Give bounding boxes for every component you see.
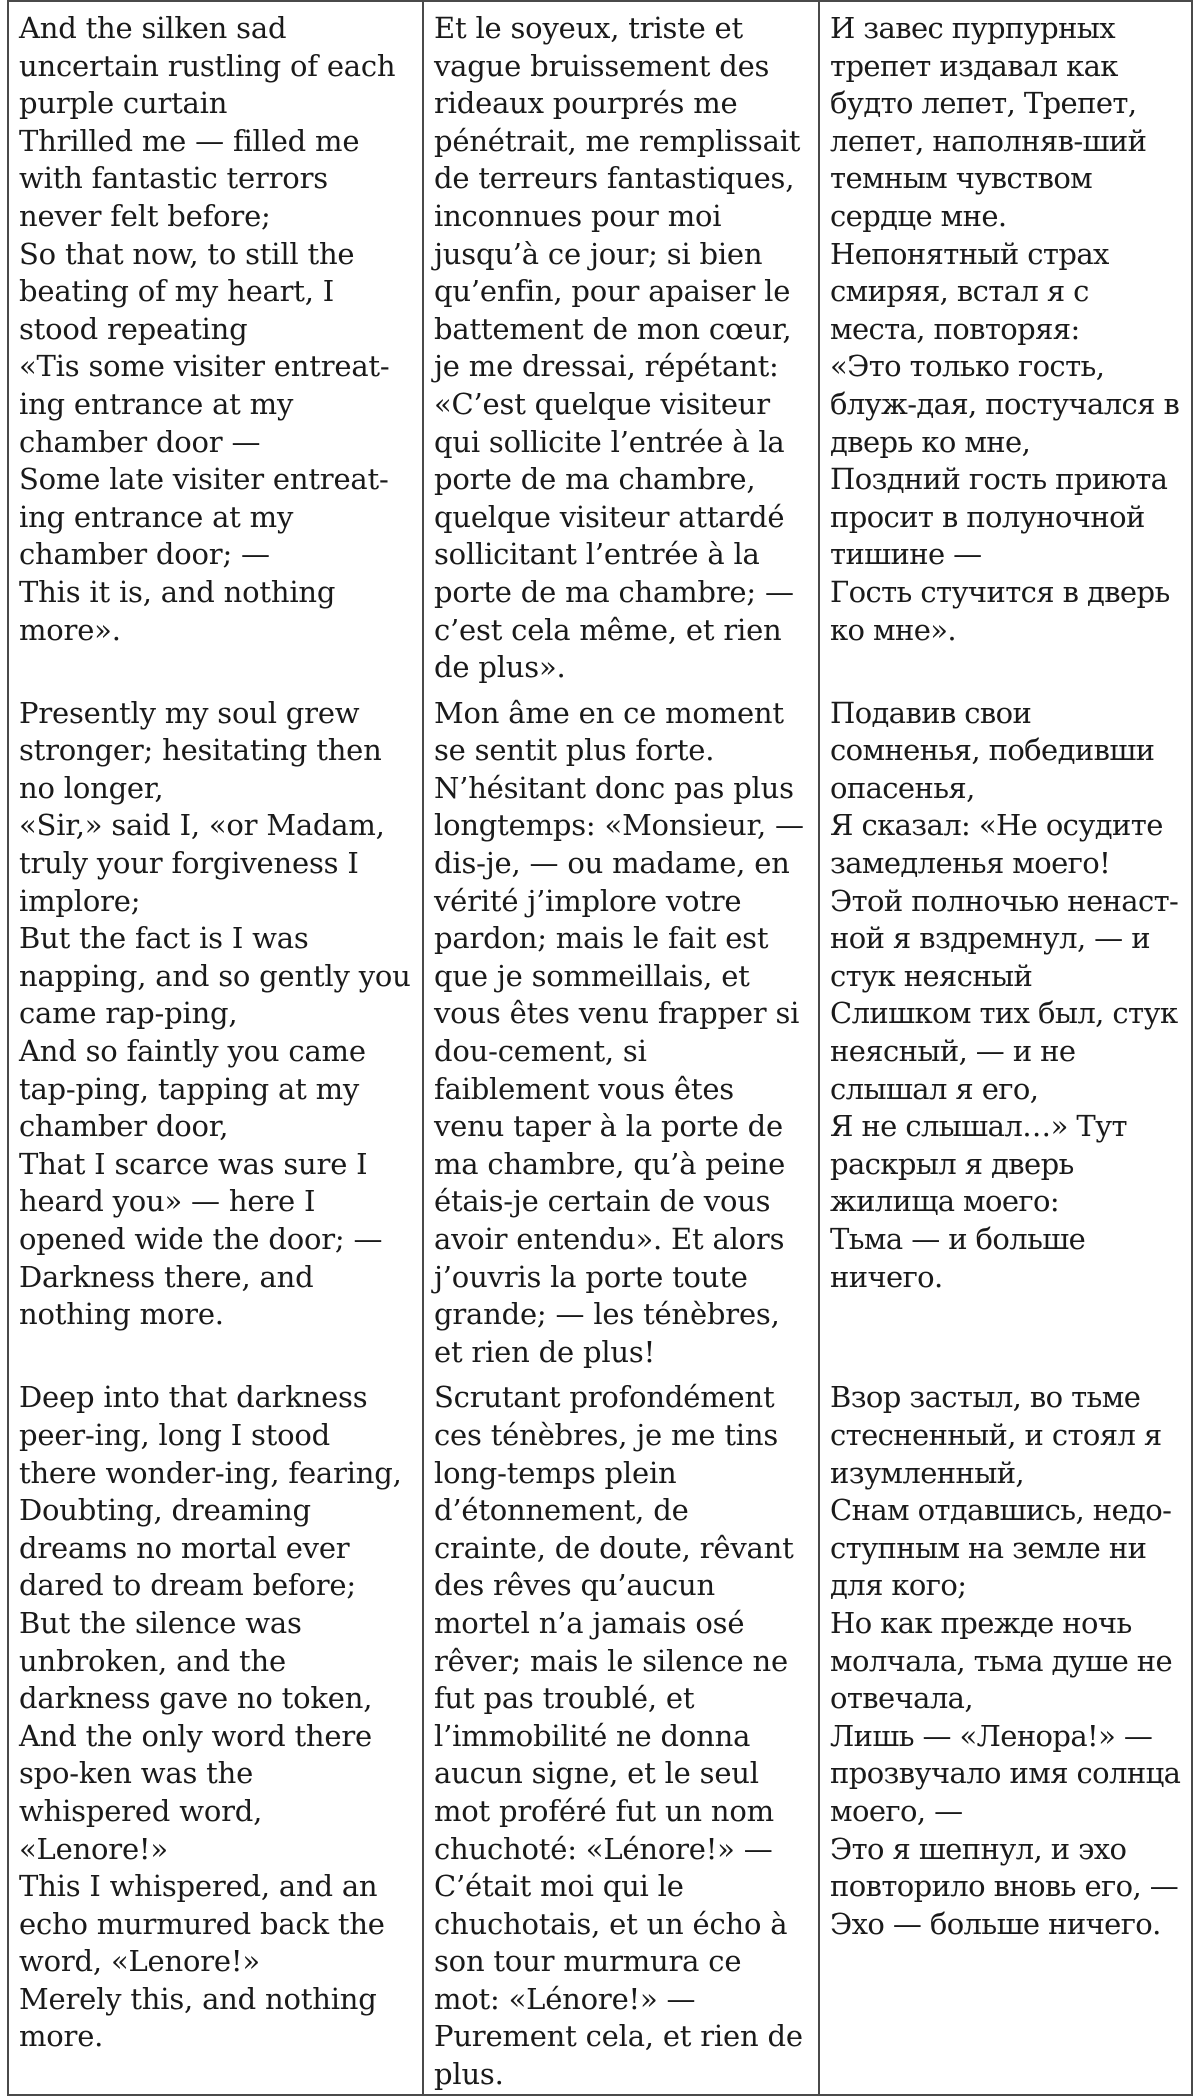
russian-stanza-cell <box>819 687 1192 1372</box>
english-line: Merely this, and nothing more. <box>19 1981 377 2054</box>
russian-line: Это я шепнул, и эхо повторило вновь его, — <box>830 1831 1179 1904</box>
parallel-text-page <box>7 0 1191 2092</box>
trilingual-poem-table <box>7 0 1193 2096</box>
english-stanza-cell <box>8 1 423 687</box>
russian-line: Я не слышал…» Тут раскрыл я дверь жилища моего: <box>830 1109 1127 1219</box>
russian-stanza-cell <box>819 1 1192 687</box>
russian-line: Поздний гость приюта просит в полуночной тишине — <box>830 462 1168 572</box>
english-line: Darkness there, and nothing more. <box>19 1259 314 1332</box>
english-line: And so faintly you came tap-ping, tapping at my chamber door, <box>19 1034 366 1144</box>
french-stanza-cell <box>423 1 819 687</box>
russian-line: Лишь — «Ленора!» — прозвучало имя солнца моего, — <box>830 1718 1181 1828</box>
french-stanza-cell <box>423 687 819 1372</box>
russian-line: Подавив свои сомненья, победивши опасенья, <box>830 695 1155 805</box>
english-line: This I whispered, and an echo murmured back the word, «Lenore!» <box>19 1869 385 1979</box>
english-line: «Sir,» said I, «or Madam, truly your forgiveness I implore; <box>19 808 385 918</box>
russian-line: Взор застыл, во тьме стесненный, и стоял я изумленный, <box>830 1380 1162 1490</box>
english-line: Some late visiter entreat-ing entrance at my chamber door; — <box>19 462 389 572</box>
russian-line: «Это только гость, блуж-дая, постучался в дверь ко мне, <box>830 349 1180 459</box>
russian-line: И завес пурпурных трепет издавал как будто лепет, Трепет, лепет, наполняв-ший темным чувством сердце мне. <box>830 11 1147 233</box>
english-stanza-cell <box>8 687 423 1372</box>
english-line: So that now, to still the beating of my heart, I stood repeating <box>19 236 355 346</box>
french-paragraph: Scrutant profondément ces ténèbres, je me tins long-temps plein d’étonnement, de crainte, de doute, rêvant des rêves qu’aucun mortel n’a jamais osé rêver; mais le silence ne fut pas troublé, et l’immobilité ne donna aucun signe, et le seul mot proféré fut un nom chuchoté: «Lénore!» — C’était moi qui le chuchotais, et un écho à son tour murmura ce mot: «Lénore!» — Purement cela, et rien de plus. <box>434 1380 803 2092</box>
english-stanza-cell <box>8 1371 423 2094</box>
russian-line: Этой полночью ненаст-ной я вздремнул, — и стук неясный <box>830 883 1179 993</box>
english-line: That I scarce was sure I heard you» — here I opened wide the door; — <box>19 1146 383 1256</box>
russian-line: Но как прежде ночь молчала, тьма душе не отвечала, <box>830 1605 1173 1716</box>
stanza-row <box>8 687 1192 1372</box>
french-paragraph: Et le soyeux, triste et vague bruissement des rideaux pourprés me pénétrait, me remplissait de terreurs fantastiques, inconnues pour moi jusqu’à ce jour; si bien qu’enfin, pour apaiser le battement de mon cœur, je me dressai, répétant: «C’est quelque visiteur qui sollicite l’entrée à la porte de ma chambre, quelque visiteur attardé sollicitant l’entrée à la porte de ma chambre; — c’est cela même, et rien de plus». <box>434 11 801 685</box>
russian-line: Слишком тих был, стук неясный, — и не слышал я его, <box>830 996 1178 1106</box>
russian-line: Я сказал: «Не осудите замедленья моего! <box>830 808 1163 881</box>
french-stanza-cell <box>423 1371 819 2094</box>
english-line: And the only word there spo-ken was the whispered word, «Lenore!» <box>19 1718 372 1866</box>
russian-line: Гость стучится в дверь ко мне». <box>830 574 1170 647</box>
english-line: And the silken sad uncertain rustling of each purple curtain <box>19 11 396 121</box>
stanza-row <box>8 1 1192 687</box>
english-line: Deep into that darkness peer-ing, long I stood there wonder-ing, fearing, <box>19 1380 402 1490</box>
english-line: «Tis some visiter entreat-ing entrance at my chamber door — <box>19 349 390 459</box>
russian-line: Непонятный страх смиряя, встал я с места, повторяя: <box>830 236 1109 346</box>
russian-line: Тьма — и больше ничего. <box>830 1222 1086 1294</box>
russian-line: Эхо — больше ничего. <box>830 1906 1161 1941</box>
english-line: Presently my soul grew stronger; hesitating then no longer, <box>19 695 382 805</box>
french-paragraph: Mon âme en ce moment se sentit plus forte. N’hésitant donc pas plus longtemps: «Monsieur, — dis-je, — ou madame, en vérité j’implore votre pardon; mais le fait est que je sommeillais, et vous êtes venu frapper si dou-cement, si faiblement vous êtes venu taper à la porte de ma chambre, qu’à peine étais-je certain de vous avoir entendu». Et alors j’ouvris la porte toute grande; — les ténèbres, et rien de plus! <box>434 695 804 1369</box>
stanza-row <box>8 1371 1192 2094</box>
english-line: Doubting, dreaming dreams no mortal ever dared to dream before; <box>19 1493 356 1603</box>
russian-stanza-cell <box>819 1371 1192 2094</box>
english-line: This it is, and nothing more». <box>19 574 336 647</box>
english-line: Thrilled me — filled me with fantastic terrors never felt before; <box>19 123 360 233</box>
english-line: But the silence was unbroken, and the darkness gave no token, <box>19 1605 373 1716</box>
russian-line: Снам отдавшись, недо-ступным на земле ни для кого; <box>830 1493 1172 1603</box>
english-line: But the fact is I was napping, and so gently you came rap-ping, <box>19 921 411 1031</box>
